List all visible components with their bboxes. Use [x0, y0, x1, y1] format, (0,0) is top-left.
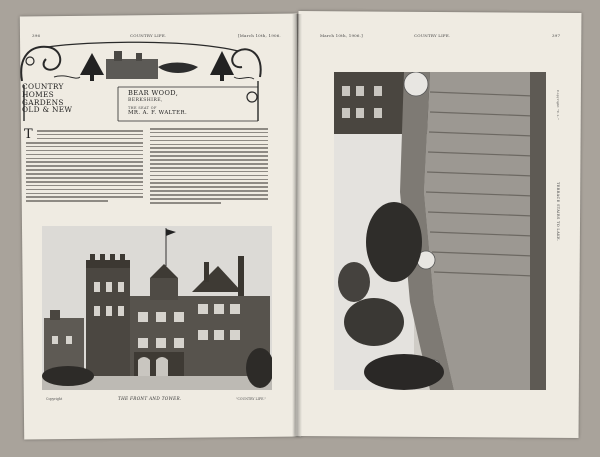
- drop-cap: T: [24, 127, 33, 142]
- photo-terrace-stairs: [334, 72, 546, 390]
- text-column-1: [37, 130, 143, 142]
- text-column-2: [150, 128, 268, 206]
- text-column-1-body: [26, 142, 143, 204]
- series-line: HOMES: [22, 89, 55, 99]
- series-line: GARDENS: [22, 97, 64, 107]
- seat-of-label: THE SEAT OF: [128, 106, 157, 110]
- left-photo-credit-right: "COUNTRY LIFE.": [236, 397, 266, 401]
- county: BERKSHIRE,: [128, 98, 163, 103]
- left-photo-credit: Copyright: [46, 397, 63, 401]
- owner-name: MR. A. F. WALTER.: [128, 110, 188, 116]
- left-photo-caption: THE FRONT AND TOWER.: [118, 396, 182, 401]
- right-photo-credit: Copyright "C.L.": [556, 90, 560, 120]
- left-running-title: COUNTRY LIFE.: [130, 33, 167, 38]
- photo-front-and-tower: [42, 226, 272, 390]
- series-line: COUNTRY: [22, 82, 64, 91]
- right-photo-caption: TERRACE STAIRS TO LAKE.: [556, 182, 560, 242]
- series-title: [22, 83, 106, 114]
- left-page-number: 396: [32, 33, 41, 38]
- house-illustration: [42, 226, 272, 390]
- left-page-date: [March 10th, 1906.: [238, 33, 281, 38]
- book-gutter: [292, 14, 302, 437]
- house-name: BEAR WOOD,: [128, 89, 179, 97]
- series-line: OLD & NEW: [22, 105, 73, 115]
- right-page-date: March 10th, 1906.]: [320, 33, 363, 38]
- terrace-illustration: [334, 72, 546, 390]
- right-page-number: 397: [552, 33, 561, 38]
- right-running-title: COUNTRY LIFE.: [414, 33, 451, 38]
